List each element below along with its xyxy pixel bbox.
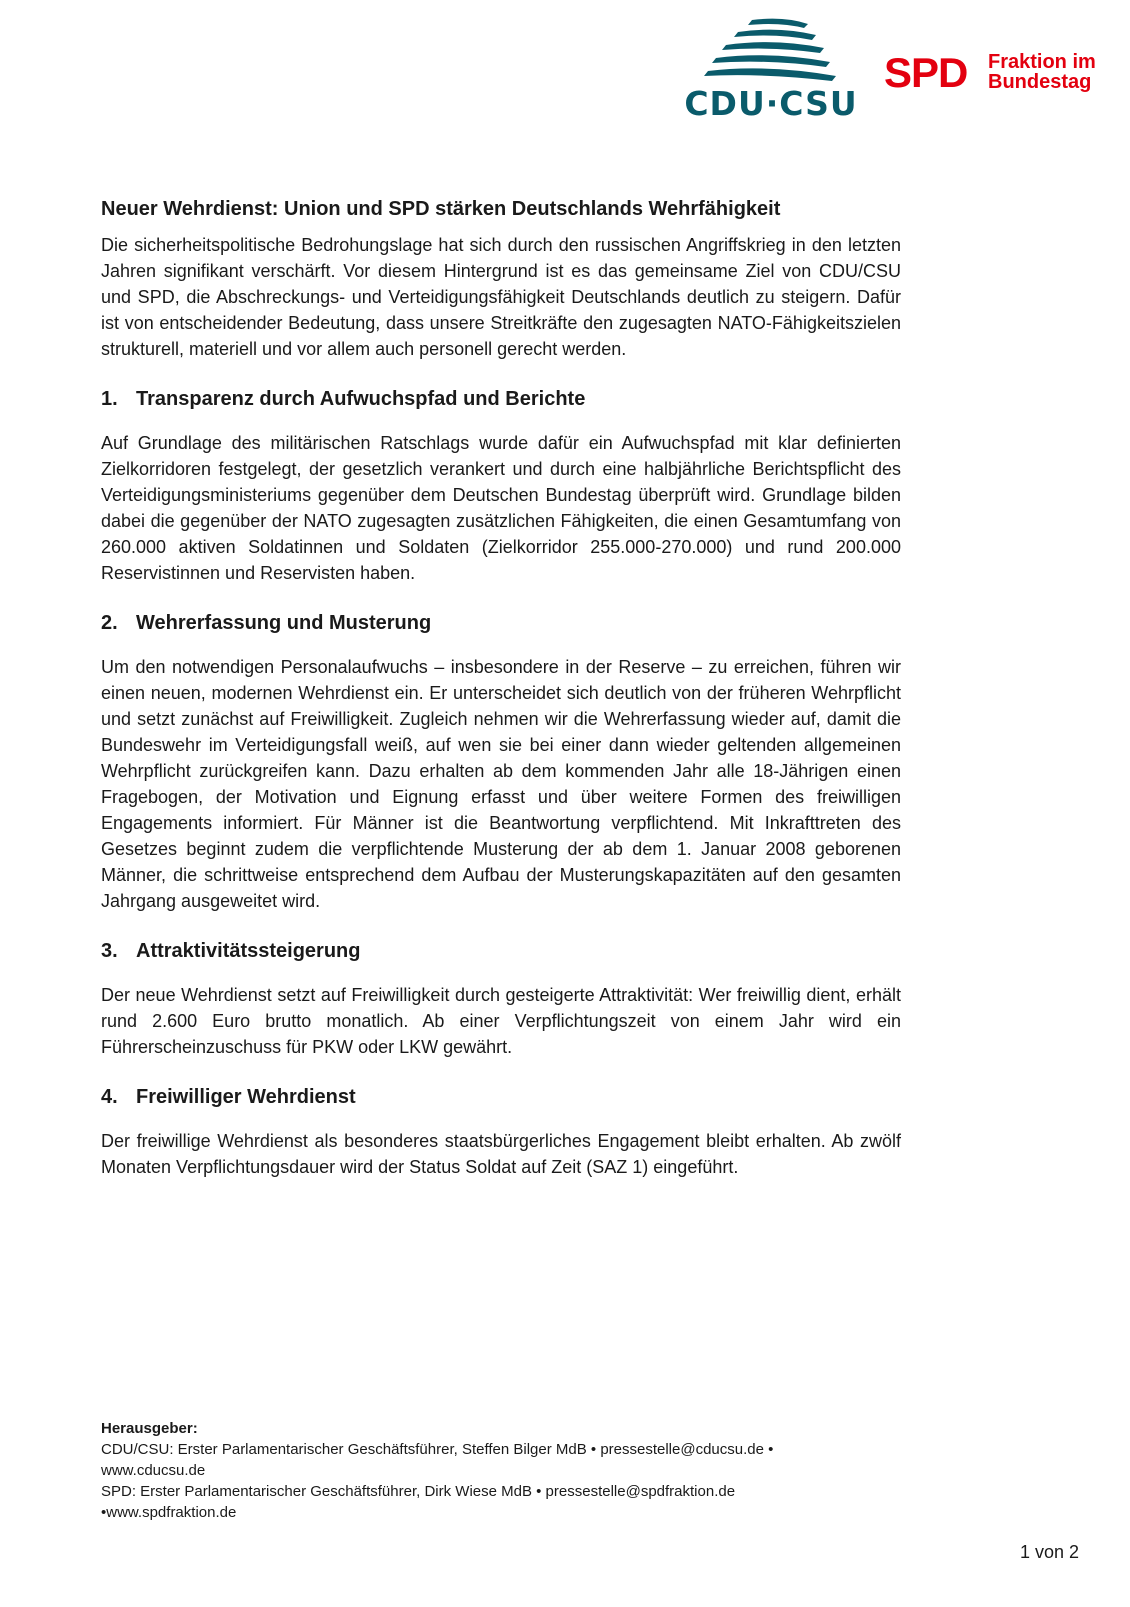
spd-fraktion-label	[988, 52, 1118, 92]
publisher-spd-line: SPD: Erster Parlamentarischer Geschäftsführer, Dirk Wiese MdB • pressestelle@spdfraktion.de	[101, 1483, 736, 1500]
section-title: Freiwilliger Wehrdienst	[136, 1086, 356, 1108]
section-heading-3	[101, 938, 901, 964]
section-heading-4	[101, 1084, 901, 1110]
section-number: 4.	[101, 1086, 118, 1108]
intro-paragraph: Die sicherheitspolitische Bedrohungslage hat sich durch den russischen Angriffskrieg in den letzten Jahren signifikant verschärft. Vor diesem Hintergrund ist es das gemeinsame Ziel von CDU/CSU und SPD, die Abschreckungs- und Verteidigungsfähigkeit Deutschlands deutlich zu steigern. Dafür ist von entscheidender Bedeutung, dass unsere Streitkräfte den zugesagten NATO-Fähigkeitszielen strukturell, materiell und vor allem auch personell gerecht werden.	[101, 235, 901, 359]
section-title: Attraktivitätssteigerung	[136, 940, 361, 962]
section-heading-2	[101, 610, 901, 636]
cdu-csu-swoosh-icon	[704, 18, 838, 82]
section-paragraph-3: Der neue Wehrdienst setzt auf Freiwilligkeit durch gesteigerte Attraktivität: Wer freiwillig dient, erhält rund 2.600 Euro brutto monatlich. Ab einer Verpflichtungszeit von einem Jahr wird ein Führerscheinzuschuss für PKW oder LKW gewährt.	[101, 985, 901, 1057]
cdu-csu-logo	[676, 18, 866, 128]
publisher-cdu-line: CDU/CSU: Erster Parlamentarischer Geschäftsführer, Steffen Bilger MdB • pressestelle@cducsu.de •	[101, 1441, 774, 1458]
section-paragraph-4: Der freiwillige Wehrdienst als besonderes staatsbürgerliches Engagement bleibt erhalten. Ab zwölf Monaten Verpflichtungsdauer wird der Status Soldat auf Zeit (SAZ 1) eingeführt.	[101, 1131, 901, 1177]
section-paragraph-1: Auf Grundlage des militärischen Ratschlags wurde dafür ein Aufwuchspfad mit klar definierten Zielkorridoren festgelegt, der gesetzlich verankert und durch eine halbjährliche Berichtspflicht des Verteidigungsministeriums gegenüber dem Deutschen Bundestag überprüft wird. Grundlage bilden dabei die gegenüber der NATO zugesagten zusätzlichen Fähigkeiten, die einen Gesamtumfang von 260.000 aktiven Soldatinnen und Soldaten (Zielkorridor 255.000-270.000) und rund 200.000 Reservistinnen und Reservisten haben.	[101, 433, 901, 583]
header-logos	[0, 18, 1130, 128]
cdu-csu-wordmark: CDU·CSU	[684, 84, 858, 123]
document-title: Neuer Wehrdienst: Union und SPD stärken Deutschlands Wehrfähigkeit	[101, 198, 781, 220]
section-number: 3.	[101, 940, 118, 962]
publisher-label: Herausgeber:	[101, 1420, 198, 1437]
section-heading-1	[101, 386, 901, 412]
section-title: Transparenz durch Aufwuchspfad und Berichte	[136, 388, 586, 410]
page-number: 1 von 2	[1020, 1542, 1080, 1562]
publisher-spd-website: •www.spdfraktion.de	[101, 1504, 237, 1521]
section-paragraph-2: Um den notwendigen Personalaufwuchs – insbesondere in der Reserve – zu erreichen, führen wir einen neuen, modernen Wehrdienst ein. Er unterscheidet sich deutlich von der früheren Wehrpflicht und setzt zunächst auf Freiwilligkeit. Zugleich nehmen wir die Wehrerfassung wieder auf, damit die Bundeswehr im Verteidigungsfall weiß, auf wen sie bei einer dann wieder geltenden allgemeinen Wehrpflicht zurückgreifen kann. Dazu erhalten ab dem kommenden Jahr alle 18-Jährigen einen Fragebogen, der Motivation und Eignung erfasst und über weitere Formen des freiwilligen Engagements informiert. Für Männer ist die Beantwortung verpflichtend. Mit Inkrafttreten des Gesetzes beginnt zudem die verpflichtende Musterung der ab dem 1. Januar 2008 geborenen Männer, die schrittweise entsprechend dem Aufbau der Musterungskapazitäten auf den gesamten Jahrgang ausgeweitet wird.	[101, 657, 901, 911]
spd-wordmark: SPD	[884, 49, 968, 96]
publisher-cdu-website: www.cducsu.de	[101, 1462, 206, 1479]
spd-fraktion-label-line1: Fraktion im	[988, 51, 1096, 73]
section-number: 1.	[101, 388, 118, 410]
section-number: 2.	[101, 612, 118, 634]
spd-fraktion-logo	[884, 50, 1114, 110]
publisher-footer	[101, 1418, 901, 1523]
document-body	[101, 196, 901, 1180]
section-title: Wehrerfassung und Musterung	[136, 612, 432, 634]
spd-fraktion-label-line2: Bundestag	[988, 71, 1092, 93]
